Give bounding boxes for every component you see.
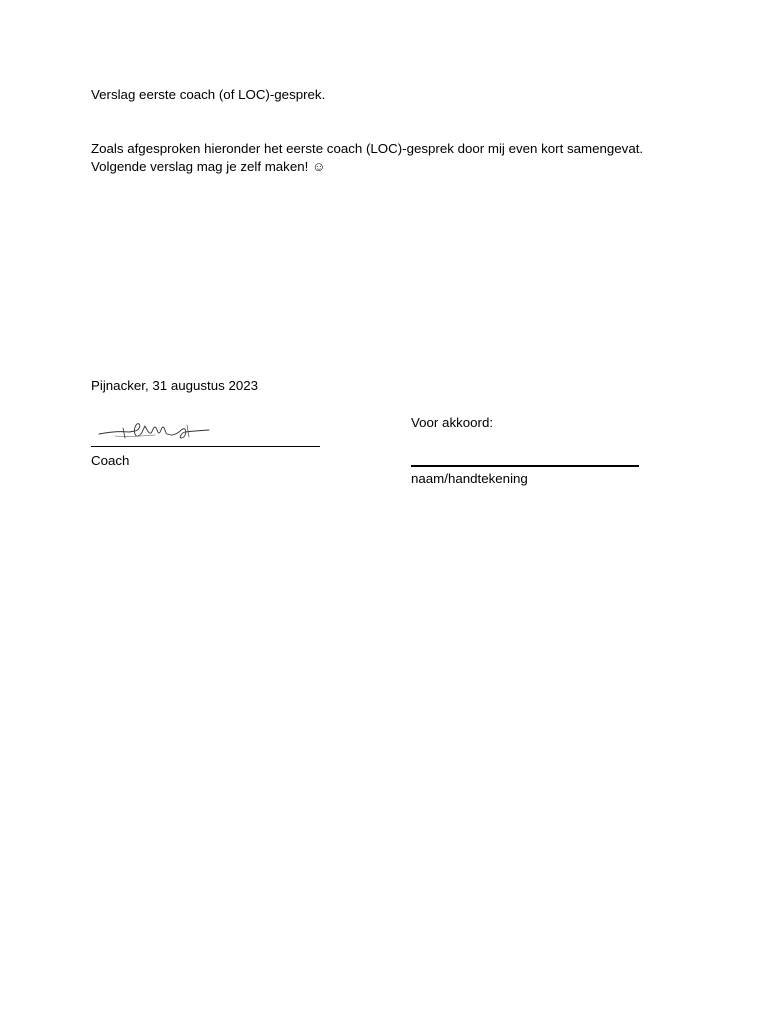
intro-text-line-2: Volgende verslag mag je zelf maken! ☺ <box>91 159 326 174</box>
agreement-signature-line[interactable] <box>411 465 639 467</box>
intro-text-line-1: Zoals afgesproken hieronder het eerste coach (LOC)-gesprek door mij even kort samengevat. <box>91 141 644 156</box>
document-title: Verslag eerste coach (of LOC)-gesprek. <box>91 87 326 102</box>
place-and-date: Pijnacker, 31 augustus 2023 <box>91 378 259 393</box>
coach-caption: Coach <box>91 453 130 468</box>
agreement-label: Voor akkoord: <box>411 415 494 430</box>
handwritten-signature-image <box>95 416 211 444</box>
coach-signature-line <box>91 446 320 447</box>
agreement-caption: naam/handtekening <box>411 471 528 486</box>
